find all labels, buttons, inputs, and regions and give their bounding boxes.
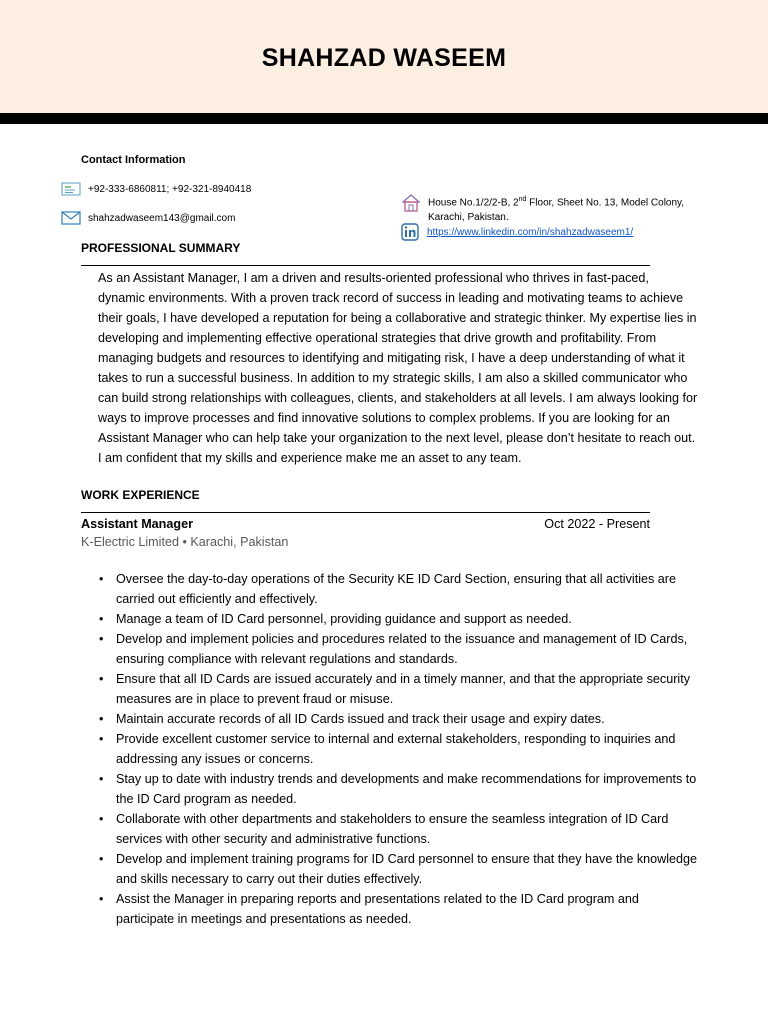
email-text[interactable]: shahzadwaseem143@gmail.com xyxy=(88,212,236,224)
job-dates: Oct 2022 - Present xyxy=(544,517,650,531)
experience-heading: WORK EXPERIENCE xyxy=(81,488,200,502)
candidate-name: SHAHZAD WASEEM xyxy=(261,44,507,72)
house-icon xyxy=(401,193,421,213)
email-row xyxy=(61,211,235,225)
address-sup: nd xyxy=(518,196,527,203)
bullet-dot: • xyxy=(99,732,104,746)
list-item xyxy=(99,849,699,889)
list-item xyxy=(99,889,699,929)
bullet-text: Stay up to date with industry trends and developments and make recommendations for improvements to the ID Card program as needed. xyxy=(116,772,697,806)
job-title: Assistant Manager xyxy=(81,517,193,531)
phone-row xyxy=(61,182,251,196)
header-banner xyxy=(0,0,768,113)
list-item xyxy=(99,629,699,669)
summary-rule xyxy=(81,265,650,266)
linkedin-link[interactable]: https://www.linkedin.com/in/shahzadwaseem1/ xyxy=(427,226,634,238)
bullet-text: Develop and implement policies and procedures related to the issuance and management of ID Cards, ensuring compliance with relevant regulations and standards. xyxy=(116,632,688,666)
contact-heading: Contact Information xyxy=(81,154,186,166)
address-block xyxy=(401,193,684,225)
address-line2: Karachi, Pakistan. xyxy=(428,211,509,223)
bullet-dot: • xyxy=(99,712,104,726)
bullet-dot: • xyxy=(99,612,104,626)
bullet-dot: • xyxy=(99,892,104,906)
phone-text: +92-333-6860811; +92-321-8940418 xyxy=(88,183,252,195)
summary-heading: PROFESSIONAL SUMMARY xyxy=(81,241,241,255)
bullet-text: Oversee the day-to-day operations of the Security KE ID Card Section, ensuring that all activities are carried out efficiently and effectively. xyxy=(116,572,677,606)
bullet-dot: • xyxy=(99,852,104,866)
bullet-dot: • xyxy=(99,632,104,646)
bullet-dot: • xyxy=(99,572,104,586)
email-icon xyxy=(61,211,81,225)
job-company: K-Electric Limited • Karachi, Pakistan xyxy=(81,535,289,549)
list-item xyxy=(99,729,699,769)
bullet-dot: • xyxy=(99,812,104,826)
linkedin-row xyxy=(401,223,633,241)
bullet-text: Maintain accurate records of all ID Cards issued and track their usage and expiry dates. xyxy=(116,712,605,726)
address-line1-rest: Floor, Sheet No. 13, Model Colony, xyxy=(526,197,685,209)
address-text xyxy=(428,193,684,225)
bullet-text: Provide excellent customer service to internal and external stakeholders, responding to inquiries and addressing any issues or concerns. xyxy=(116,732,676,766)
bullet-text: Ensure that all ID Cards are issued accurately and in a timely manner, and that the appropriate security measures are in place to prevent fraud or misuse. xyxy=(116,672,691,706)
bullet-text: Assist the Manager in preparing reports and presentations related to the ID Card program and participate in meetings and presentations as needed. xyxy=(116,892,639,926)
bullet-text: Collaborate with other departments and stakeholders to ensure the seamless integration of ID Card services with other security and administrative functions. xyxy=(116,812,669,846)
list-item xyxy=(99,669,699,709)
bullet-text: Develop and implement training programs for ID Card personnel to ensure that they have the knowledge and skills necessary to carry out their duties effectively. xyxy=(116,852,698,886)
list-item xyxy=(99,769,699,809)
list-item xyxy=(99,609,699,629)
summary-text: As an Assistant Manager, I am a driven and results-oriented professional who thrives in fast-paced, dynamic environments. With a proven track record of success in leading and motivating teams to achieve their goals, I have developed a reputation for being a collaborative and strategic thinker. My expertise lies in developing and implementing effective operational strategies that drive growth and profitability. From managing budgets and resources to identifying and mitigating risk, I have a deep understanding of what it takes to run a successful business. In addition to my strategic skills, I am also a skilled communicator who can build strong relationships with colleagues, clients, and stakeholders at all levels. I am always looking for ways to improve processes and find innovative solutions to complex problems. If you are looking for an Assistant Manager who can help take your organization to the next level, please don’t hesitate to reach out. I am confident that my skills and experience make me an asset to any team. xyxy=(98,271,698,465)
bullet-dot: • xyxy=(99,672,104,686)
list-item xyxy=(99,809,699,849)
header-divider-band xyxy=(0,113,768,124)
linkedin-icon xyxy=(401,223,419,241)
list-item xyxy=(99,569,699,609)
experience-rule xyxy=(81,512,650,513)
responsibilities-list xyxy=(99,569,699,929)
list-item xyxy=(99,709,699,729)
bullet-text: Manage a team of ID Card personnel, providing guidance and support as needed. xyxy=(116,612,572,626)
phone-card-icon xyxy=(61,182,81,196)
address-line1: House No.1/2/2-B, 2 xyxy=(428,197,519,209)
bullet-dot: • xyxy=(99,772,104,786)
